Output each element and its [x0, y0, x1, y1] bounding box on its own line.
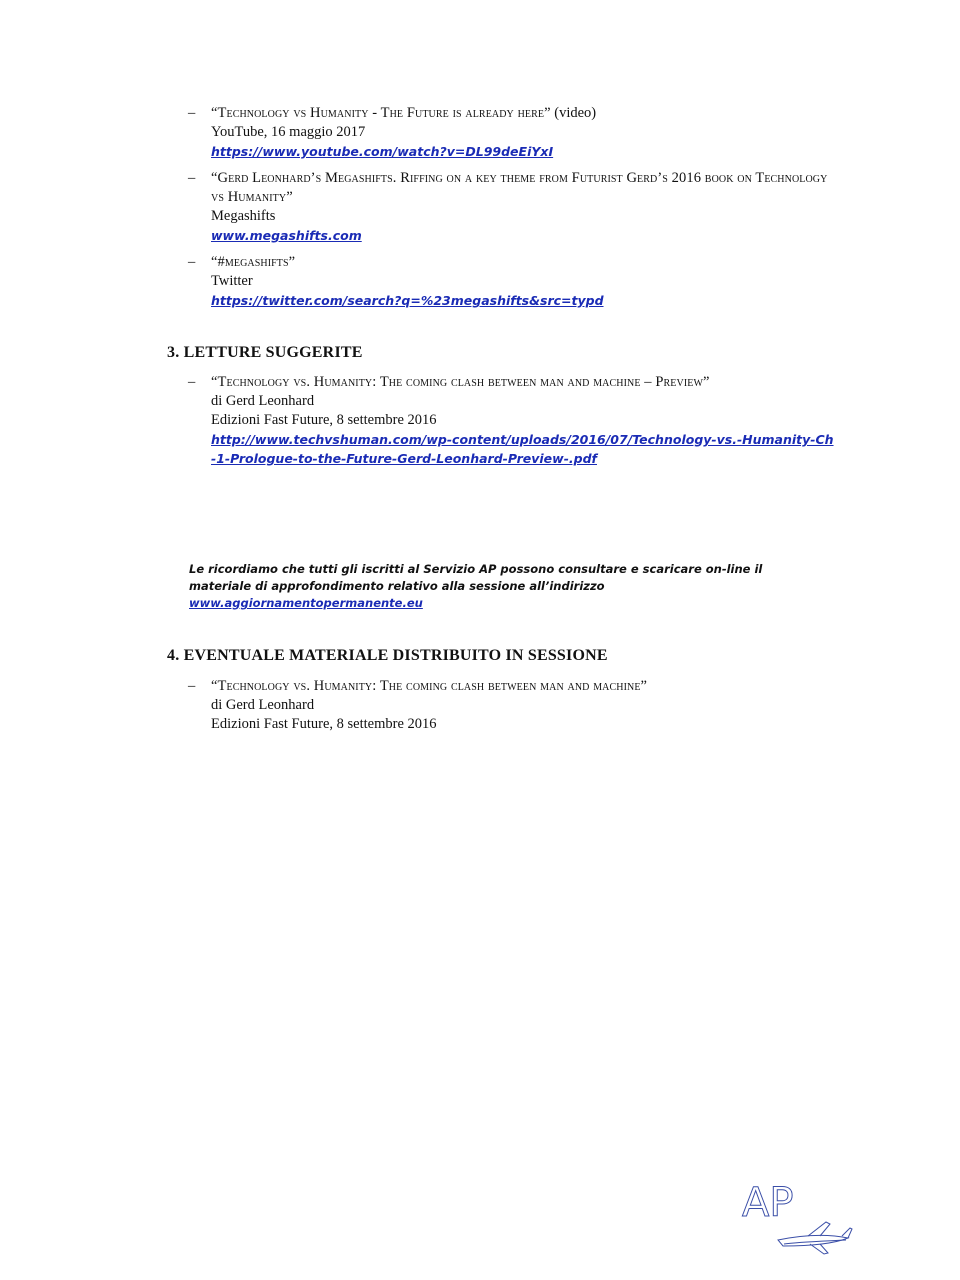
item-title: “Gerd Leonhard’s Megashifts. Riffing on a key theme from Futurist Gerd’s 2016 book on Technology vs Humanity” [211, 170, 828, 205]
youtube-link[interactable]: https://www.youtube.com/watch?v=DL99deEiYxI [211, 144, 554, 159]
item-suffix: (video) [550, 105, 597, 121]
megashifts-link[interactable]: www.megashifts.com [211, 228, 362, 243]
section-heading-letture: 3. LETTURE SUGGERITE [167, 344, 363, 361]
distributed-material-list [188, 677, 838, 734]
bullet-dash: – [188, 374, 196, 390]
item-source: Megashifts [211, 208, 276, 224]
twitter-link[interactable]: https://twitter.com/search?q=%23megashifts&src=typd [211, 293, 604, 308]
aggiornamento-link[interactable]: www.aggiornamentopermanente.eu [189, 596, 423, 610]
item-author: di Gerd Leonhard [211, 393, 315, 409]
bullet-dash: – [188, 170, 196, 186]
bullet-dash: – [188, 678, 196, 694]
item-title: “Technology vs. Humanity: The coming clash between man and machine – Preview” [211, 374, 710, 390]
list-item [188, 253, 838, 310]
list-item [188, 677, 838, 734]
suggested-readings-list [188, 373, 838, 468]
access-note [189, 561, 779, 612]
note-text: Le ricordiamo che tutti gli iscritti al Servizio AP possono consultare e scaricare on-line il materiale di approfondimento relativo alla sessione all’indirizzo [189, 562, 763, 593]
list-item [188, 373, 838, 468]
preview-pdf-link[interactable]: http://www.techvshuman.com/wp-content/uploads/2016/07/Technology-vs.-Humanity-Ch-1-Prologue-to-the-Future-Gerd-Leonhard-Preview-.pdf [211, 432, 834, 466]
item-title: “Technology vs Humanity - The Future is already here” [211, 105, 551, 121]
section-heading-materiale: 4. EVENTUALE MATERIALE DISTRIBUITO IN SESSIONE [167, 647, 608, 664]
video-resources-list [188, 104, 838, 310]
list-item [188, 169, 838, 245]
airplane-icon [778, 1222, 852, 1254]
logo-letters: AP [742, 1180, 794, 1226]
list-item [188, 104, 838, 161]
item-source: YouTube, 16 maggio 2017 [211, 124, 366, 140]
item-title: “#megashifts” [211, 254, 296, 270]
item-source: Twitter [211, 273, 253, 289]
item-title: “Technology vs. Humanity: The coming clash between man and machine” [211, 678, 648, 694]
item-author: di Gerd Leonhard [211, 697, 315, 713]
bullet-dash: – [188, 254, 196, 270]
bullet-dash: – [188, 105, 196, 121]
ap-logo-icon [738, 1178, 856, 1258]
item-publisher: Edizioni Fast Future, 8 settembre 2016 [211, 412, 437, 428]
item-publisher: Edizioni Fast Future, 8 settembre 2016 [211, 716, 437, 732]
